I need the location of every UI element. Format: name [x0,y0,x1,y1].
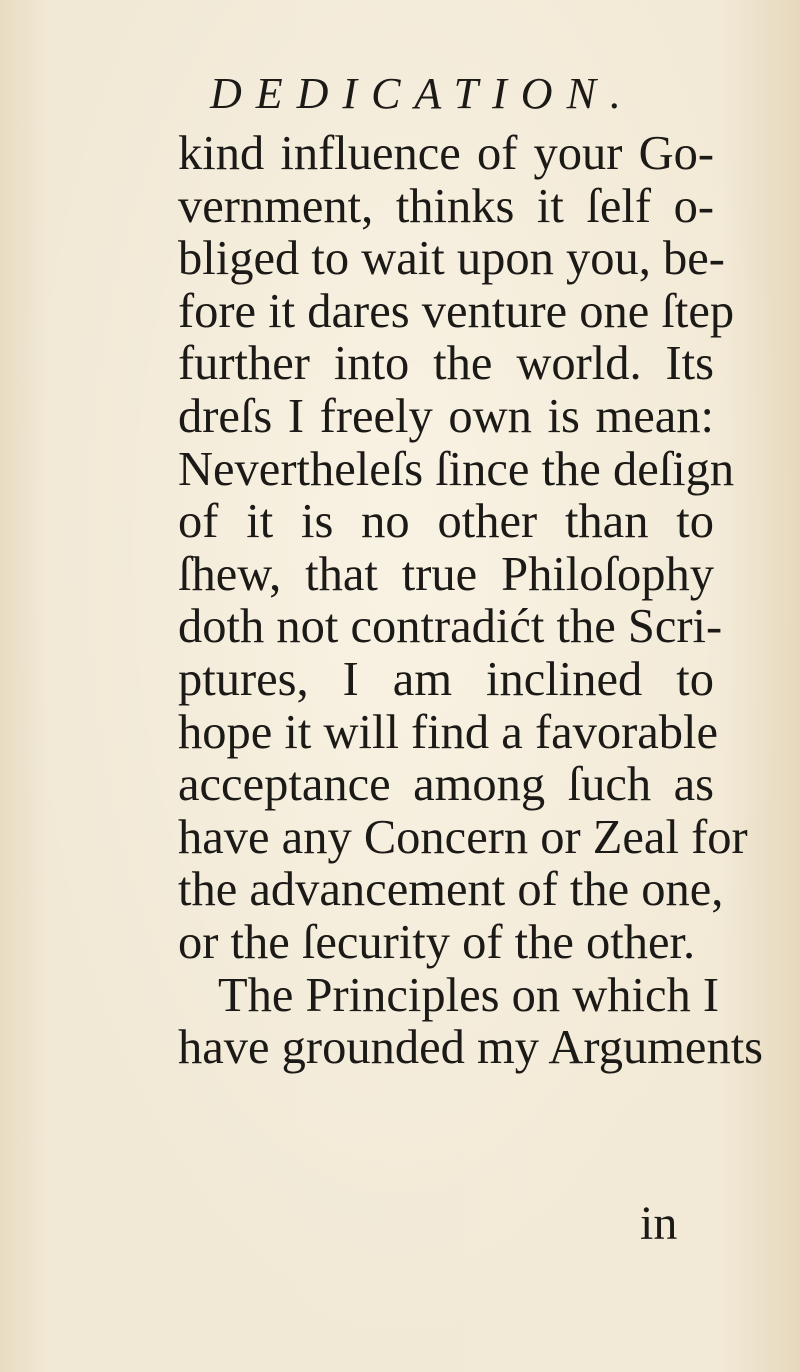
running-head: DEDICATION. [210,69,635,118]
text-line: the advancement of the one, [178,863,724,917]
text-line: dreſs I freely own is mean: [178,389,714,443]
text-line: The Principles on which I [218,968,720,1022]
text-line: of it is no other than to [178,495,714,549]
text-line: have grounded my Arguments [178,1021,764,1075]
text-line: acceptance among ſuch as [178,758,714,812]
body-text [178,127,764,1075]
text-line: have any Concern or Zeal for [178,810,748,864]
text-line: or the ſecurity of the other. [178,915,696,969]
text-line: vernment, thinks it ſelf o- [178,179,714,233]
text-line: fore it dares venture one ſtep [178,284,735,338]
text-line: ſhew, that true Philoſophy [178,547,714,601]
catchword: in [640,1197,678,1250]
text-line: kind influence of your Go- [178,127,714,180]
text-line: Nevertheleſs ſince the deſign [178,442,735,496]
text-line: further into the world. Its [178,337,714,391]
text-line: ptures, I am inclined to [178,652,714,706]
text-line: doth not contradićt the Scri- [178,600,723,654]
text-line: hope it will find a favorable [178,705,719,759]
text-line: bliged to wait upon you, be- [178,232,725,286]
